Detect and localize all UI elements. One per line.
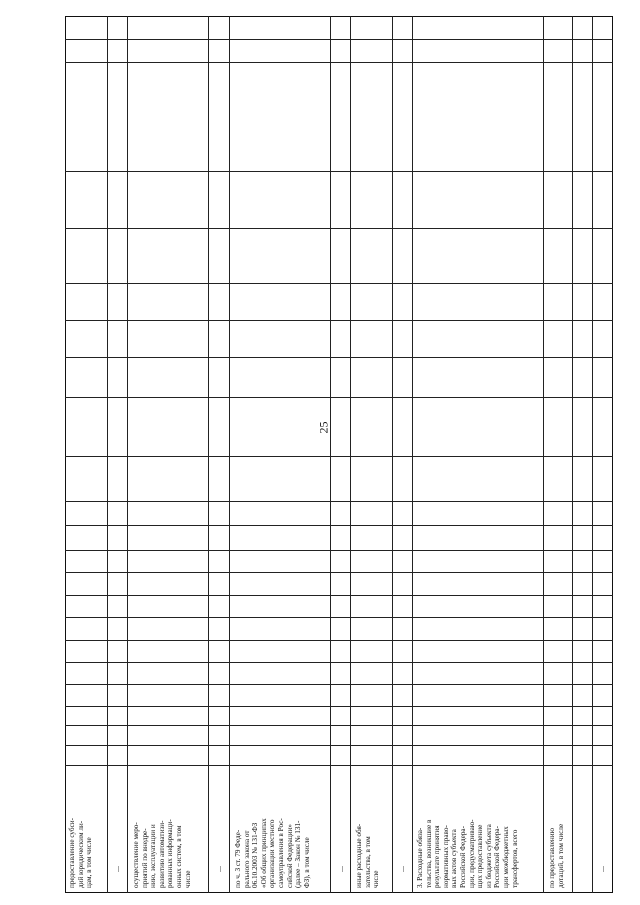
row-divider <box>330 16 331 893</box>
column-divider <box>65 456 613 457</box>
page-number: 25 <box>316 421 331 434</box>
column-divider <box>65 550 613 551</box>
column-divider <box>65 228 613 229</box>
column-divider <box>65 765 613 766</box>
row-label-federal-law: по ч. 3 ст. 79 Феде- рального закона от 06.10.2003 № 131-ФЗ «Об общих принципах организации местного самоуправления в Рос- сийской Федерации» (далее – Закон № 131- ФЗ), в том числе <box>234 818 311 888</box>
row-ellipsis: ... <box>397 866 406 872</box>
column-divider <box>65 706 613 707</box>
row-label-automated-systems: осуществление меро- приятий по внедре- нию, эксплуатации и развитию автоматизи- рованных информаци- онных систем, в том числе <box>132 819 192 888</box>
column-divider <box>65 572 613 573</box>
row-divider <box>543 16 544 893</box>
row-divider <box>592 16 593 893</box>
row-divider <box>350 16 351 893</box>
table-border-right <box>612 16 613 893</box>
table-border-bottom <box>65 892 613 893</box>
table-border-top <box>65 16 613 17</box>
column-divider <box>65 171 613 172</box>
column-divider <box>65 501 613 502</box>
column-divider <box>65 640 613 641</box>
row-ellipsis: ... <box>214 866 223 872</box>
row-divider <box>127 16 128 893</box>
row-label-other-obligations: иные расходные обя- зательства, в том числе <box>355 823 381 888</box>
row-divider <box>229 16 230 893</box>
table-border-left <box>65 16 66 893</box>
column-divider <box>65 617 613 618</box>
column-divider <box>65 357 613 358</box>
column-divider <box>65 320 613 321</box>
column-divider <box>65 283 613 284</box>
row-divider <box>412 16 413 893</box>
row-label-legal-entities: предоставление субси- дий юридическим ли- цам, в том числе <box>68 817 94 888</box>
column-divider <box>65 595 613 596</box>
row-ellipsis: ... <box>112 866 121 872</box>
column-divider <box>65 525 613 526</box>
row-divider <box>107 16 108 893</box>
row-ellipsis: ... <box>336 866 345 872</box>
column-divider <box>65 397 613 398</box>
column-divider <box>65 62 613 63</box>
column-divider <box>65 745 613 746</box>
column-divider <box>65 662 613 663</box>
row-divider <box>572 16 573 893</box>
row-ellipsis: ... <box>597 866 606 872</box>
row-label-expense-obligations: 3. Расходные обяза- тельства, возникшие в результате принятия нормативных право- вых актов субъекта Российской Федера- ции, предусматриваю- щих предоставление из бюджета субъекта Российской Федера- ции межбюджетных трансфертов, всего <box>416 819 519 888</box>
column-divider <box>65 725 613 726</box>
row-divider <box>208 16 209 893</box>
column-divider <box>65 39 613 40</box>
row-divider <box>392 16 393 893</box>
row-label-subsidies: по предоставлению дотаций, в том числе <box>548 823 565 888</box>
column-divider <box>65 684 613 685</box>
